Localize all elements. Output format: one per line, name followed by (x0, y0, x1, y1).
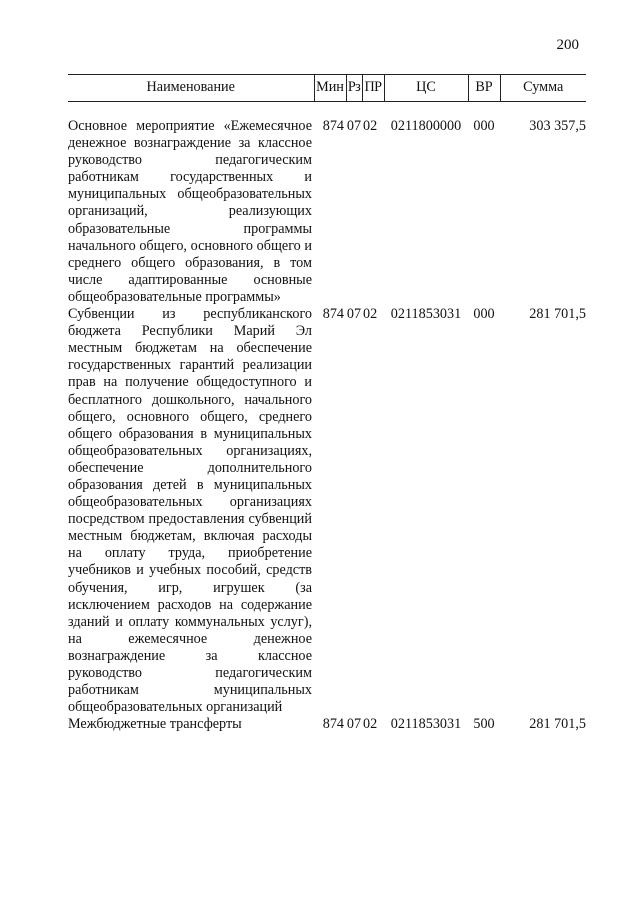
table-header (68, 75, 586, 102)
row-min: 874 (322, 118, 344, 134)
header-name: Наименование (68, 75, 314, 102)
table-row (68, 118, 586, 306)
row-min: 874 (322, 306, 344, 323)
header-rz: Рз (346, 75, 362, 102)
row-rz: 07 (346, 118, 362, 134)
row-cs: 0211800000 (390, 118, 462, 134)
row-sum: 281 701,5 (529, 716, 586, 733)
table-row (68, 716, 586, 733)
row-rz: 07 (346, 306, 362, 323)
row-sum: 303 357,5 (529, 118, 586, 134)
header-min: Мин (314, 75, 346, 102)
budget-table (68, 74, 586, 733)
page-number: 200 (556, 37, 579, 53)
header-pr: ПР (362, 75, 384, 102)
row-vr: 000 (473, 306, 495, 323)
row-pr: 02 (363, 306, 378, 323)
row-sum: 281 701,5 (529, 306, 586, 323)
header-sum: Сумма (500, 75, 586, 102)
header-cs: ЦС (384, 75, 468, 102)
row-vr: 500 (473, 716, 495, 733)
table-row (68, 306, 586, 716)
row-pr: 02 (363, 118, 378, 134)
row-rz: 07 (346, 716, 362, 733)
header-vr: ВР (468, 75, 500, 102)
row-name: Субвенции из республиканского бюджета Республики Марий Эл местным бюджетам на обеспечение государственных гарантий реализации прав на получение общедоступного и бесплатного дошкольного, начального общего, основного общего, среднего общего образования в муниципальных общеобразовательных организациях, обеспечение дополнительного образования детей в муниципальных общеобразовательных организациях посредством предоставления субвенций местным бюджетам, включая расходы на оплату труда, приобретение учебников и учебных пособий, средств обучения, игр, игрушек (за исключением расходов на содержание зданий и оплату коммунальных услуг), на ежемесячное денежное вознаграждение за классное руководство педагогическим работникам муниципальных общеобразовательных организаций (68, 306, 312, 716)
row-vr: 000 (473, 118, 495, 134)
row-cs: 0211853031 (390, 306, 462, 323)
row-cs: 0211853031 (390, 716, 462, 733)
row-pr: 02 (363, 716, 378, 733)
row-name: Межбюджетные трансферты (68, 716, 242, 733)
row-name: Основное мероприятие «Ежемесячное денежное вознаграждение за классное руководство педагогическим работникам государственных и муниципальных общеобразовательных организаций, реализующих образовательные программы начального общего, основного общего и среднего общего образования, в том числе адаптированные основные общеобразовательные программы» (68, 118, 312, 305)
row-min: 874 (322, 716, 344, 733)
